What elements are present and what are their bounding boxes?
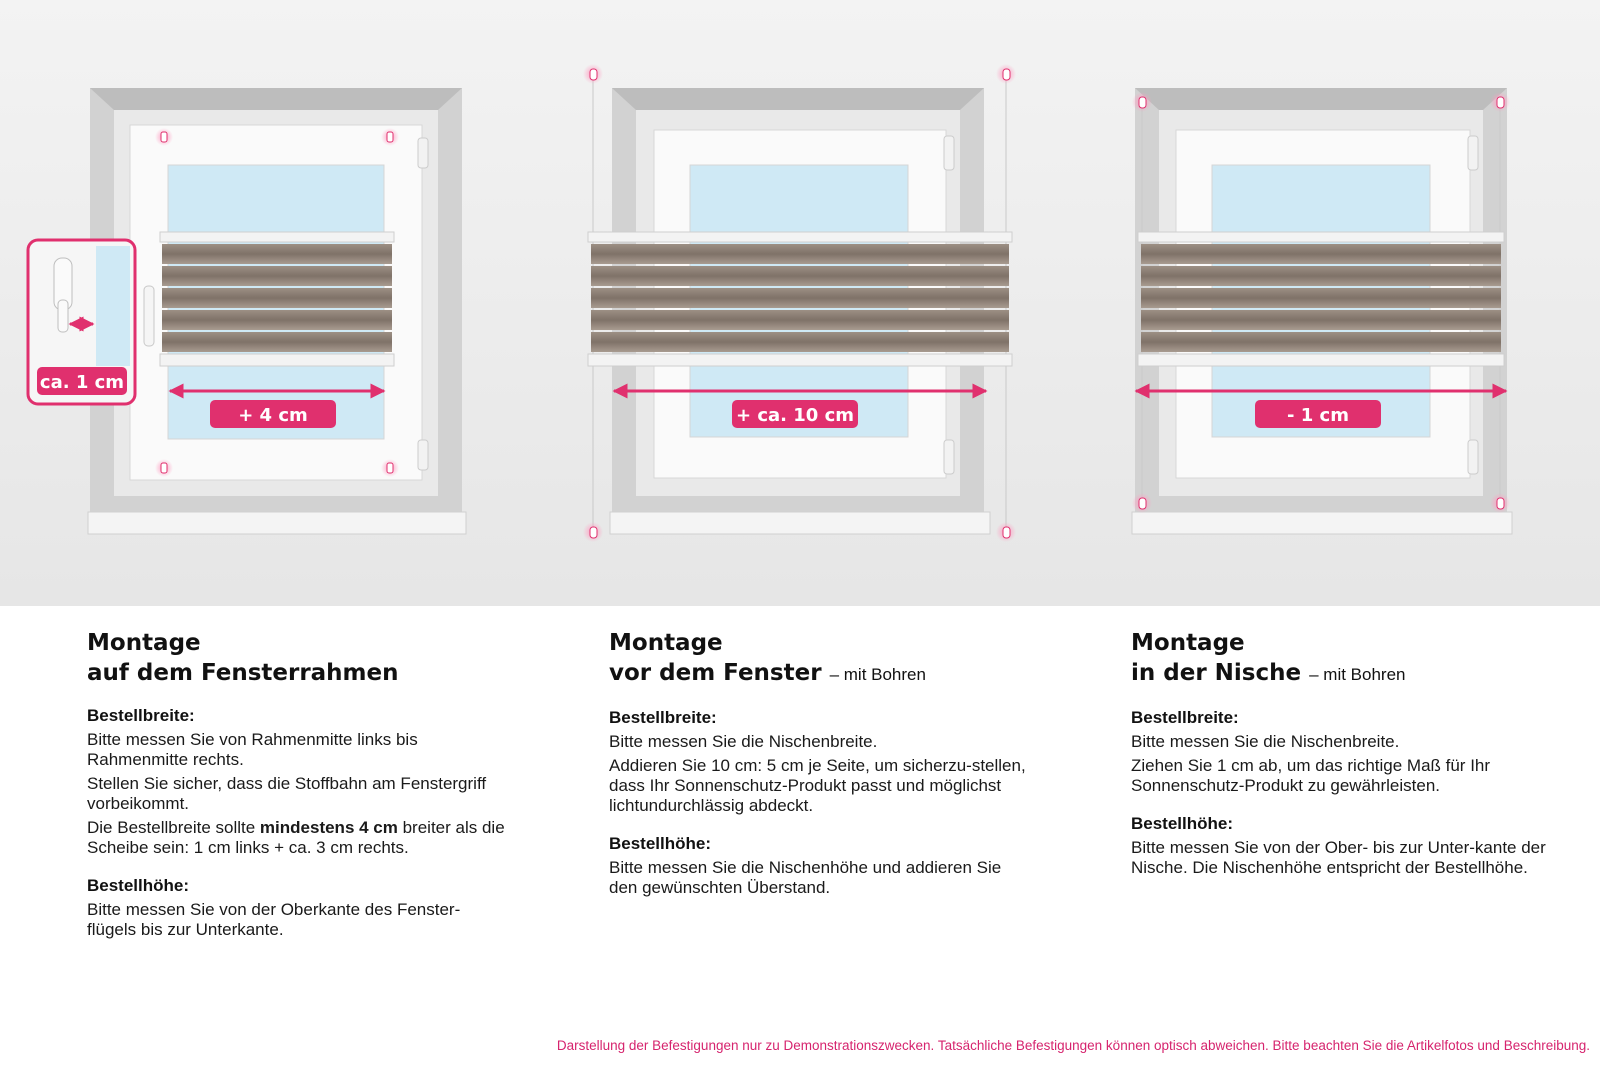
column-title [609, 628, 1029, 690]
title-line-2: vor dem Fenster [609, 660, 822, 686]
title-line-1: Montage [1131, 630, 1245, 656]
height-heading: Bestellhöhe: [609, 834, 712, 853]
width-heading: Bestellbreite: [87, 706, 195, 725]
niche-width-label: - 1 cm [1287, 405, 1349, 426]
height-text-1: Bitte messen Sie von der Oberkante des Fenster-flügels bis zur Unterkante. [87, 900, 461, 939]
title-line-1: Montage [87, 630, 201, 656]
pleated-blind [162, 244, 392, 352]
title-line-1: Montage [609, 630, 723, 656]
height-heading: Bestellhöhe: [87, 876, 190, 895]
width-text-3-bold: mindestens 4 cm [259, 818, 398, 837]
title-subtitle: – mit Bohren [1309, 665, 1406, 684]
column-frame-mount [87, 628, 507, 940]
height-heading: Bestellhöhe: [1131, 814, 1234, 833]
width-heading: Bestellbreite: [1131, 708, 1239, 727]
column-title [87, 628, 507, 688]
pleated-blind [1141, 244, 1501, 352]
front-width-badge [732, 400, 858, 428]
handle-clearance-inset [28, 240, 135, 404]
title-line-2: in der Nische [1131, 660, 1302, 686]
pleated-blind [591, 244, 1009, 352]
width-text-2: Stellen Sie sicher, dass die Stoffbahn am Fenstergriff vorbeikommt. [87, 774, 487, 813]
window-niche-mount [1132, 88, 1512, 534]
column-niche-mount [1131, 628, 1551, 878]
frame-width-label: + 4 cm [238, 405, 308, 426]
height-text-1: Bitte messen Sie die Nischenhöhe und addieren Sie den gewünschten Überstand. [609, 858, 1002, 897]
column-front-mount [609, 628, 1029, 898]
window-frame-mount [28, 88, 466, 534]
window-front-mount [583, 64, 1016, 542]
handle-clearance-label: ca. 1 cm [39, 372, 125, 393]
title-subtitle: – mit Bohren [829, 665, 926, 684]
height-text-1: Bitte messen Sie von der Ober- bis zur Unter-kante der Nische. Die Nischenhöhe entspricht der Bestellhöhe. [1131, 838, 1546, 877]
niche-width-badge [1255, 400, 1381, 428]
width-text-1: Bitte messen Sie die Nischenbreite. [1131, 732, 1400, 751]
front-width-label: + ca. 10 cm [735, 405, 855, 426]
width-text-3 [87, 818, 507, 858]
width-heading: Bestellbreite: [609, 708, 717, 727]
frame-width-badge [210, 400, 336, 428]
width-text-1: Bitte messen Sie von Rahmenmitte links bis Rahmenmitte rechts. [87, 730, 418, 769]
width-text-2: Ziehen Sie 1 cm ab, um das richtige Maß für Ihr Sonnenschutz-Produkt zu gewährleisten. [1131, 756, 1491, 795]
width-text-2: Addieren Sie 10 cm: 5 cm je Seite, um sicherzu-stellen, dass Ihr Sonnenschutz-Produkt passt und möglichst lichtundurchlässig abdeckt. [609, 756, 1026, 815]
width-text-3a: Die Bestellbreite sollte [87, 818, 260, 837]
disclaimer-text: Darstellung der Befestigungen nur zu Demonstrationszwecken. Tatsächliche Befestigungen können optisch abweichen. Bitte beachten Sie die Artikelfotos und Beschreibung. [556, 1038, 1590, 1053]
title-line-2: auf dem Fensterrahmen [87, 660, 399, 686]
width-text-1: Bitte messen Sie die Nischenbreite. [609, 732, 878, 751]
column-title [1131, 628, 1551, 690]
width-text-3b: breiter als die Scheibe sein: 1 cm links + ca. 3 cm rechts. [87, 818, 505, 857]
